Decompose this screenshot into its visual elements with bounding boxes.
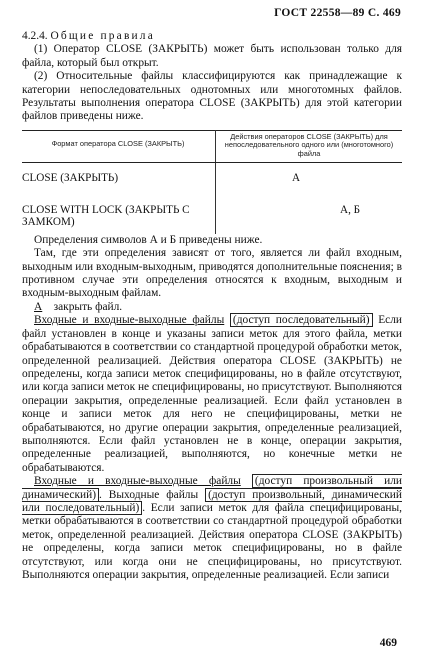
random-access-box: (доступ произвольный или динамический) — [22, 475, 402, 501]
table-header-format: Формат оператора CLOSE (ЗАКРЫТЬ) — [51, 138, 185, 148]
symbol-a-definition: закрыть файл. — [53, 300, 123, 313]
page-header: ГОСТ 22558—89 С. 469 — [274, 7, 401, 19]
output-files-lead: . Выходные файлы — [99, 488, 199, 501]
table-column-divider — [215, 130, 216, 234]
section-title: Общие правила — [50, 30, 155, 42]
paragraph-5 — [22, 301, 402, 314]
table-row-format: CLOSE (ЗАКРЫТЬ) — [22, 171, 119, 184]
table-header-rule — [22, 162, 402, 163]
paragraph-1: (1) Оператор CLOSE (ЗАКРЫТЬ) может быть использован только для файла, который был открыт. — [22, 43, 402, 69]
output-access-box: (доступ произвольный, динамический или последовательный) — [22, 488, 402, 514]
close-actions-table — [22, 126, 402, 234]
paragraph-6-text: Если файл установлен в конце и указаны записи меток для этого файла, метки обрабатываются в соответствии со стандартной процедурой обработки меток, определенной реализацией. Действия оператора CLOSE (ЗАКРЫТЬ) не определены, когда записи меток специфицированы, но в файле отсутствуют, или когда записи меток не специфицированы, но присутствуют. Выполняются операции закрытия, определенные реализацией. Если файл установлен в конце и записи меток для него не специфицированы, метки не обрабатываются, но другие операции закрытия, определенные реализацией, выполняются. Если файл установлен не в конце, операции закрытия, определенные реализацией, выполняются, но конечные метки не обрабатываются. — [22, 314, 402, 474]
table-header-action: Действия операторов CLOSE (ЗАКРЫТЬ) для непоследовательного одного или (многотомного) файла — [224, 131, 394, 159]
table-top-rule — [22, 130, 402, 131]
paragraph-2: (2) Относительные файлы классифицируются как принадлежащие к категории непоследовательных однотомных или многотомных файлов. Результаты выполнения оператора CLOSE (ЗАКРЫТЬ) для этой категории файлов приведены ниже. — [22, 70, 402, 123]
page-content — [22, 30, 402, 582]
page-number: 469 — [379, 637, 397, 649]
paragraph-4: Там, где эти определения зависят от того, является ли файл входным, выходным или входным-выходным, приводятся дополнительные пояснения; в противном случае эти определения относятся к входным, выходным и входным-выходным файлам. — [22, 247, 402, 300]
input-files-heading-2: Входные и входные-выходные файлы — [34, 475, 241, 488]
paragraph-6 — [22, 314, 402, 475]
input-files-heading: Входные и входные-выходные файлы — [34, 314, 225, 327]
table-row-format: CLOSE WITH LOCK (ЗАКРЫТЬ С ЗАМКОМ) — [22, 203, 190, 229]
symbol-a: А — [34, 300, 43, 313]
section-heading — [22, 30, 402, 43]
paragraph-3: Определения символов А и Б приведены ниже. — [34, 233, 263, 246]
paragraph-7 — [22, 475, 402, 582]
table-row-action: А — [292, 171, 301, 184]
section-number: 4.2.4. — [22, 30, 48, 42]
table-row-action: А, Б — [340, 203, 361, 216]
paragraph-7-text: . Если записи меток для файла специфицированы, метки обрабатываются в соответствии со стандартной процедурой обработки меток, определенной реализацией. Действия оператора CLOSE (ЗАКРЫТЬ) не определены, когда записи меток специфицированы, но в файле отсутствуют, или когда они не специфицированы, но присутствуют. Выполняются операции закрытия, определенные реализацией. Если записи — [22, 501, 402, 581]
sequential-access-box: (доступ последовательный) — [230, 313, 373, 327]
